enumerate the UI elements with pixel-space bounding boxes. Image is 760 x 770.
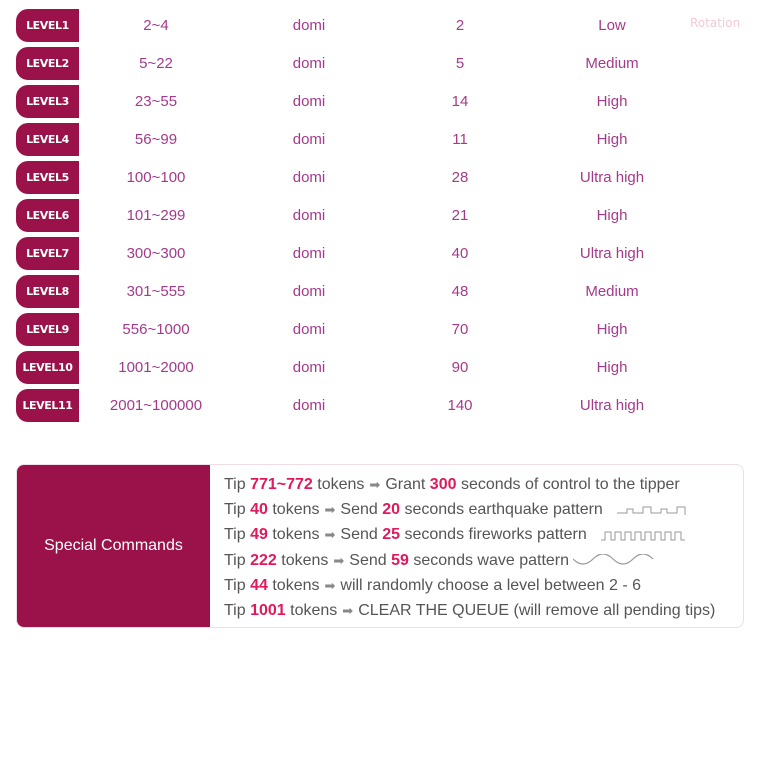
- command-prefix: Tip: [224, 551, 246, 569]
- level-range: 100~100: [126, 169, 186, 186]
- command-verb: Send: [349, 551, 387, 569]
- level-intensity: High: [596, 131, 628, 148]
- special-commands-list: [224, 472, 715, 624]
- level-intensity: High: [596, 207, 628, 224]
- arrow-icon: ➡: [369, 476, 381, 492]
- command-line: [224, 573, 715, 598]
- fireworks-pattern-icon: [601, 528, 687, 542]
- level-pattern: domi: [292, 359, 326, 376]
- command-mid: tokens: [317, 475, 365, 493]
- command-verb: CLEAR THE QUEUE (will remove all pending tips): [358, 602, 716, 620]
- level-badge: LEVEL10: [16, 351, 79, 384]
- command-prefix: Tip: [224, 475, 246, 493]
- command-line: [224, 497, 715, 522]
- level-pattern: domi: [292, 17, 326, 34]
- level-intensity: Ultra high: [579, 169, 645, 186]
- level-badge: LEVEL1: [16, 9, 79, 42]
- level-badge: LEVEL8: [16, 275, 79, 308]
- level-range: 301~555: [126, 283, 186, 300]
- arrow-icon: ➡: [342, 603, 354, 619]
- command-mid: tokens: [272, 526, 320, 544]
- level-speed: 14: [451, 93, 469, 110]
- level-pattern: domi: [292, 321, 326, 338]
- command-line: [224, 598, 715, 623]
- level-row: [16, 121, 746, 159]
- level-speed: 11: [452, 131, 468, 148]
- special-commands-title: Special Commands: [17, 465, 210, 627]
- level-row: [16, 197, 746, 235]
- level-badge: LEVEL3: [16, 85, 79, 118]
- level-range: 1001~2000: [118, 359, 194, 376]
- command-verb: Send: [340, 500, 378, 518]
- command-tokens: 49: [250, 526, 268, 544]
- command-suffix: seconds fireworks pattern: [404, 526, 587, 544]
- command-line: [224, 523, 715, 548]
- level-speed: 90: [451, 359, 469, 376]
- level-speed: 21: [451, 207, 469, 224]
- level-speed: 48: [451, 283, 469, 300]
- command-mid: tokens: [272, 500, 320, 518]
- level-speed: 2: [455, 17, 465, 34]
- level-intensity: Medium: [585, 55, 639, 72]
- arrow-icon: ➡: [333, 552, 345, 568]
- command-verb: will randomly choose a level between 2 - 6: [340, 576, 641, 594]
- level-pattern: domi: [292, 131, 326, 148]
- level-row: [16, 159, 746, 197]
- command-tokens: 222: [250, 551, 277, 569]
- command-verb: Send: [340, 526, 378, 544]
- level-table: [16, 7, 746, 425]
- command-amount: 25: [382, 526, 401, 544]
- level-row: [16, 273, 746, 311]
- command-suffix: seconds earthquake pattern: [404, 500, 603, 518]
- level-badge: LEVEL4: [16, 123, 79, 156]
- level-intensity: High: [596, 93, 628, 110]
- level-speed: 40: [451, 245, 469, 262]
- rotation-header: Rotation: [690, 16, 741, 30]
- level-range: 556~1000: [122, 321, 190, 338]
- command-prefix: Tip: [224, 576, 246, 594]
- level-range: 23~55: [134, 93, 178, 110]
- command-mid: tokens: [281, 551, 329, 569]
- command-prefix: Tip: [224, 602, 246, 620]
- command-suffix: seconds wave pattern: [413, 551, 570, 569]
- command-amount: 59: [391, 551, 409, 569]
- command-tokens: 40: [250, 500, 268, 518]
- level-range: 101~299: [126, 207, 186, 224]
- level-intensity: Ultra high: [579, 245, 645, 262]
- level-badge: LEVEL11: [16, 389, 79, 422]
- level-intensity: High: [596, 321, 628, 338]
- command-tokens: 1001: [250, 602, 286, 620]
- command-amount: 20: [382, 500, 401, 518]
- arrow-icon: ➡: [324, 527, 336, 543]
- level-intensity: Low: [598, 17, 626, 34]
- level-pattern: domi: [292, 169, 326, 186]
- command-tokens: 44: [250, 576, 268, 594]
- command-prefix: Tip: [224, 526, 246, 544]
- level-badge: LEVEL7: [16, 237, 79, 270]
- level-row: [16, 387, 746, 425]
- command-amount: 300: [429, 475, 457, 493]
- level-range: 56~99: [134, 131, 178, 148]
- arrow-icon: ➡: [324, 501, 336, 517]
- level-intensity: Medium: [585, 283, 639, 300]
- level-row: [16, 45, 746, 83]
- level-row: [16, 311, 746, 349]
- level-pattern: domi: [292, 55, 326, 72]
- level-row: [16, 349, 746, 387]
- level-pattern: domi: [292, 397, 326, 414]
- level-pattern: domi: [292, 93, 326, 110]
- level-intensity: Ultra high: [579, 397, 645, 414]
- command-mid: tokens: [272, 576, 320, 594]
- level-row: [16, 235, 746, 273]
- level-pattern: domi: [292, 245, 326, 262]
- command-mid: tokens: [290, 602, 338, 620]
- level-range: 2~4: [143, 17, 169, 34]
- command-tokens: 771~772: [250, 475, 313, 493]
- level-speed: 140: [447, 397, 473, 414]
- arrow-icon: ➡: [324, 577, 336, 593]
- level-intensity: High: [596, 359, 628, 376]
- command-verb: Grant: [385, 475, 426, 493]
- level-row: [16, 7, 746, 45]
- special-commands-panel: [16, 464, 744, 628]
- earthquake-pattern-icon: [617, 503, 687, 517]
- level-badge: LEVEL5: [16, 161, 79, 194]
- level-row: [16, 83, 746, 121]
- command-line: [224, 472, 715, 497]
- level-badge: LEVEL6: [16, 199, 79, 232]
- level-speed: 28: [451, 169, 469, 186]
- level-range: 300~300: [126, 245, 186, 262]
- command-suffix: seconds of control to the tipper: [460, 475, 680, 493]
- level-speed: 5: [455, 55, 465, 72]
- level-pattern: domi: [292, 283, 326, 300]
- wave-pattern-icon: [573, 554, 655, 568]
- command-prefix: Tip: [224, 500, 246, 518]
- level-badge: LEVEL2: [16, 47, 79, 80]
- level-speed: 70: [451, 321, 469, 338]
- level-pattern: domi: [292, 207, 326, 224]
- level-badge: LEVEL9: [16, 313, 79, 346]
- command-line: [224, 548, 715, 573]
- level-range: 5~22: [139, 55, 173, 72]
- level-range: 2001~100000: [109, 397, 203, 414]
